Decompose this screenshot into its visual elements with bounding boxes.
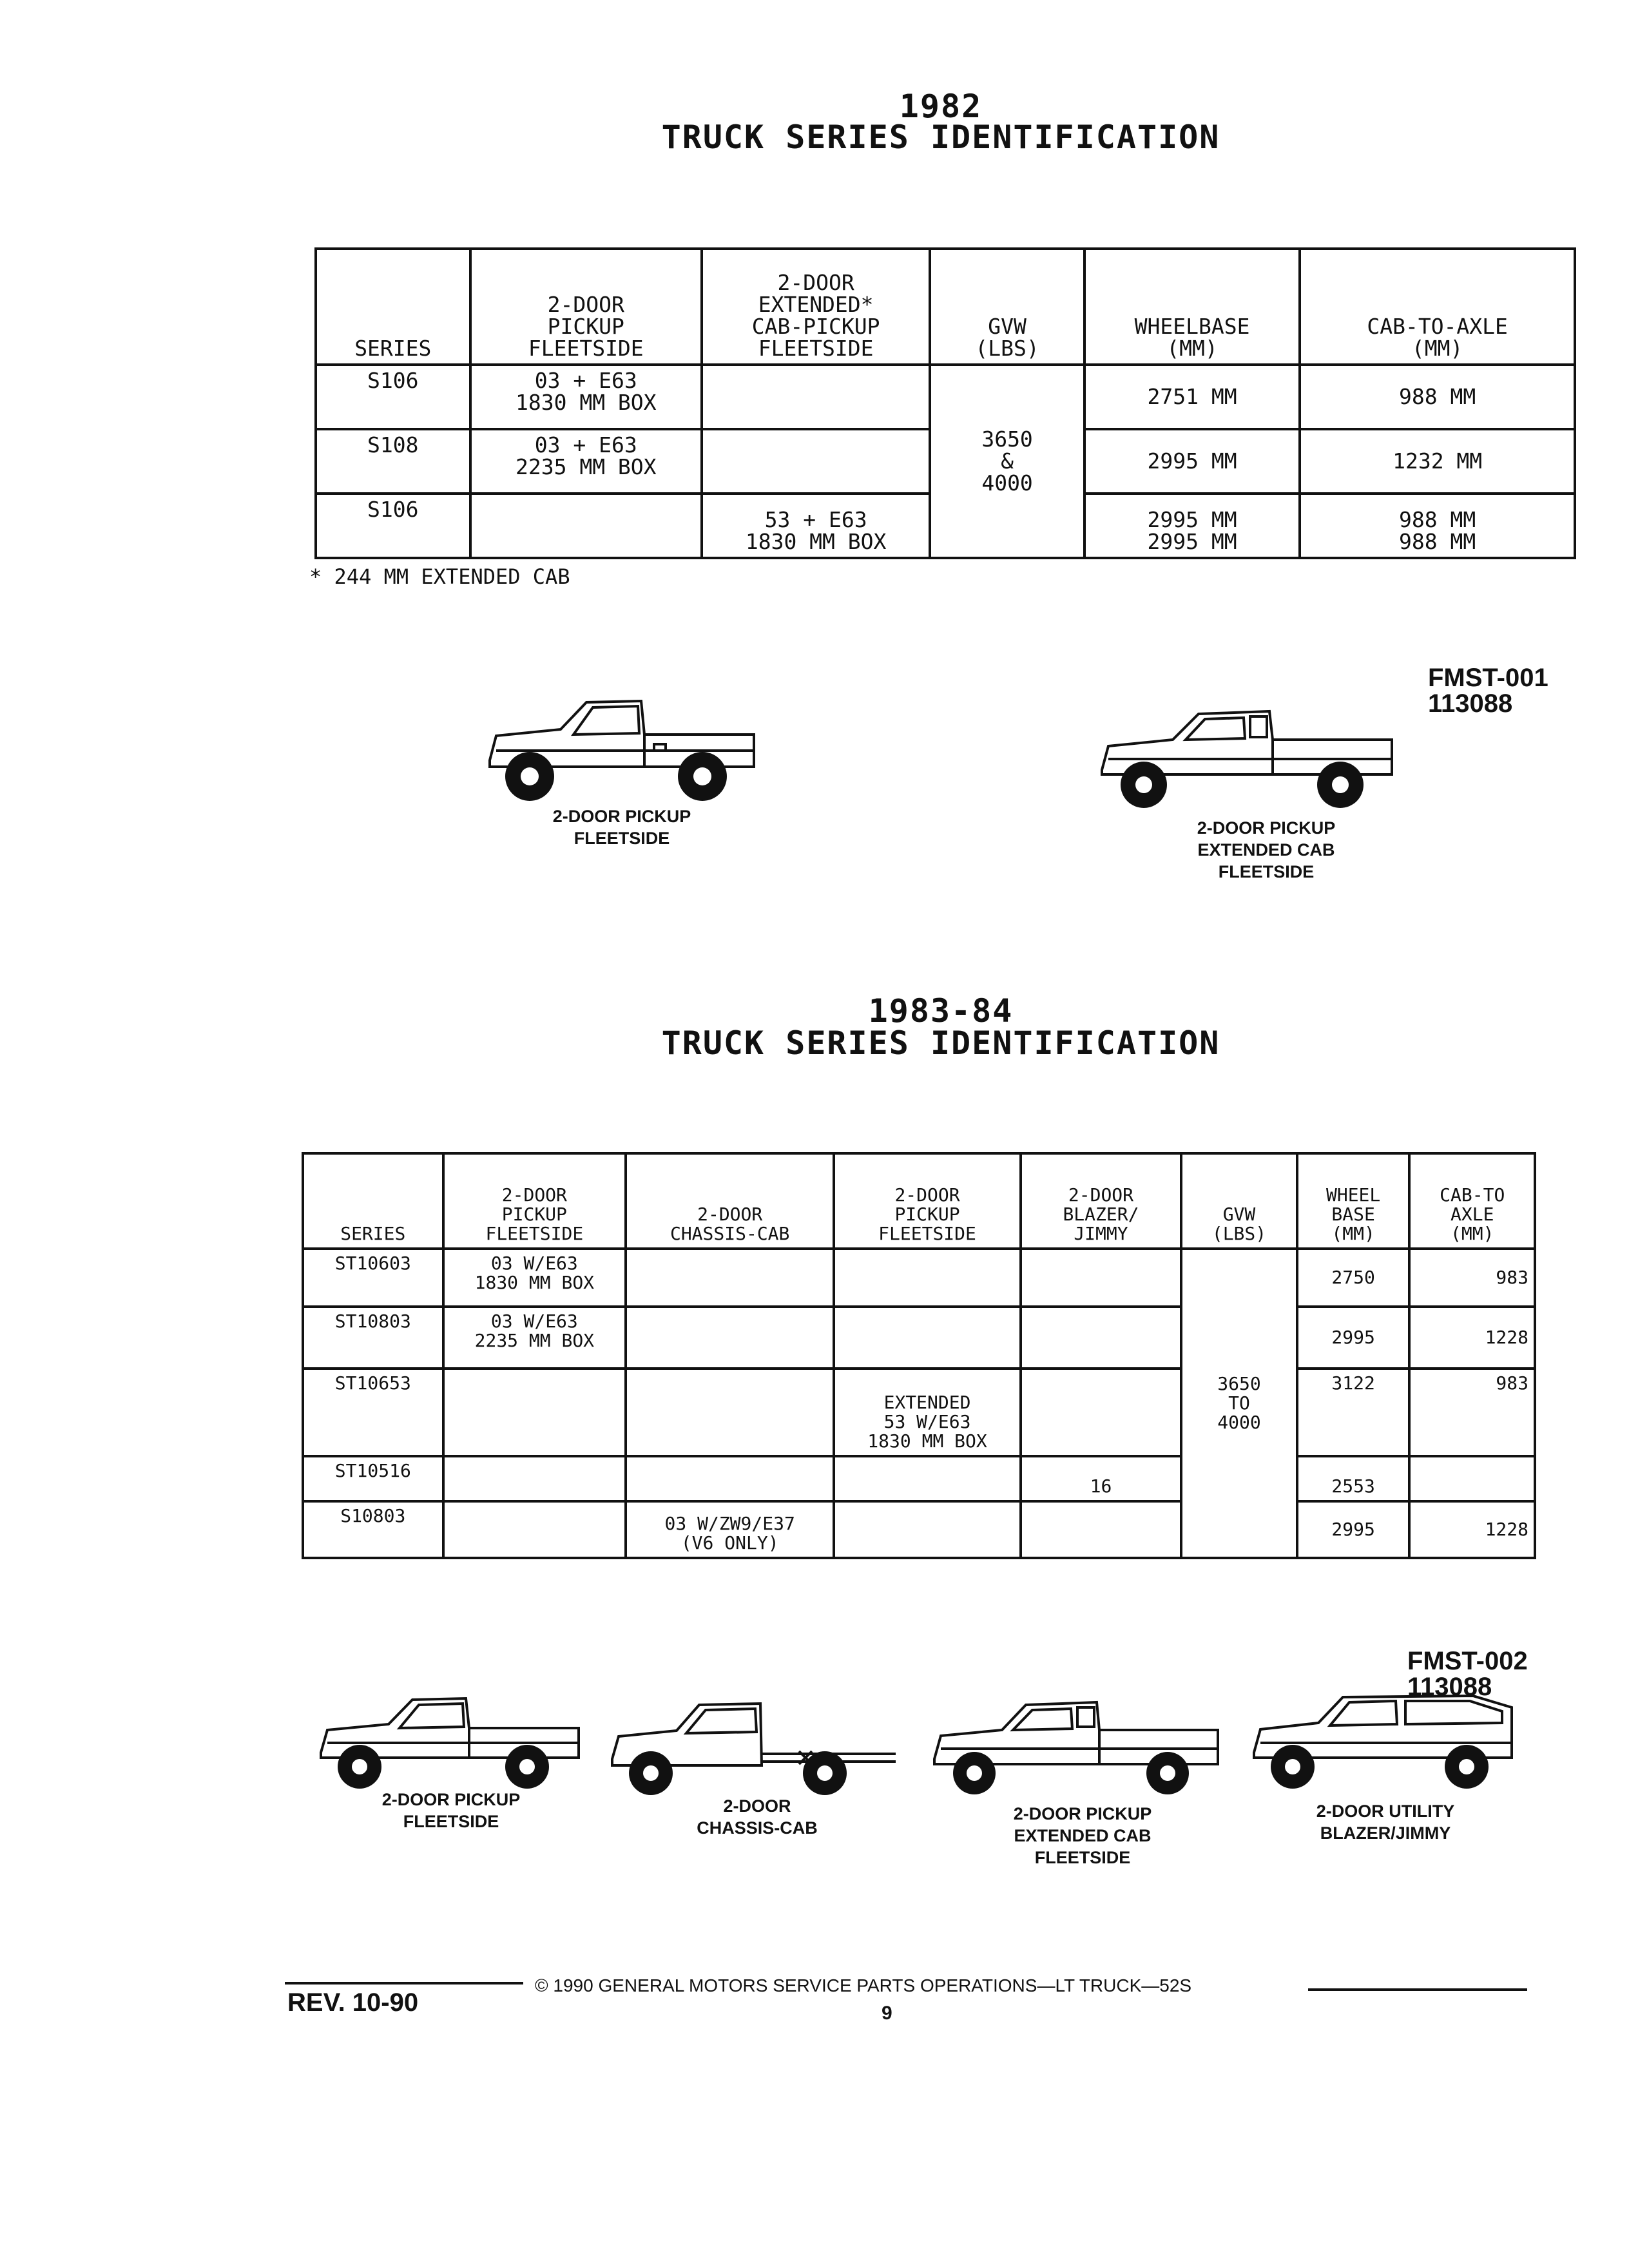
cell-extended: 53 + E63 1830 MM BOX (702, 494, 930, 558)
header-chassis-cab: 2-DOOR CHASSIS-CAB (626, 1153, 834, 1249)
year-1983-heading: 1983-84 (868, 992, 1014, 1030)
cell-series: S106 (316, 494, 470, 558)
header-series: SERIES (316, 249, 470, 365)
pickup-truck-drawing (314, 1688, 585, 1798)
header-wheelbase: WHEELBASE (MM) (1084, 249, 1300, 365)
cell-blazer (1021, 1501, 1181, 1558)
footer-rule-right (1308, 1988, 1527, 1991)
caption-utility-blazer: 2-DOOR UTILITY BLAZER/JIMMY (1316, 1802, 1455, 1843)
cell-gvw: 3650 TO 4000 (1181, 1249, 1297, 1558)
cell-blazer (1021, 1249, 1181, 1307)
cell-pickup (443, 1456, 626, 1501)
cell-blazer: 16 (1021, 1456, 1181, 1501)
copyright-text: © 1990 GENERAL MOTORS SERVICE PARTS OPERATIONS—LT TRUCK—52S (535, 1975, 1192, 1995)
header-gvw: GVW (LBS) (1181, 1153, 1297, 1249)
cell-series: ST10653 (303, 1369, 443, 1456)
header-pickup: 2-DOOR PICKUP FLEETSIDE (470, 249, 702, 365)
cell-wheelbase: 2751 MM (1084, 365, 1300, 429)
wheel-icon (953, 1752, 1189, 1794)
wheel-icon (1271, 1745, 1489, 1789)
cell-wheelbase: 2995 (1297, 1501, 1410, 1558)
table-1983 (302, 1152, 1536, 1559)
cell-series: ST10516 (303, 1456, 443, 1501)
footnote: * 244 MM EXTENDED CAB (309, 564, 570, 589)
cell-cab-axle: 1232 MM (1300, 429, 1575, 494)
cell-cab-axle: 988 MM (1300, 365, 1575, 429)
table-row (303, 1369, 1535, 1456)
title-1983-heading: TRUCK SERIES IDENTIFICATION (661, 1024, 1220, 1062)
caption-chassis-cab: 2-DOOR CHASSIS-CAB (697, 1796, 818, 1838)
cell-pickup (443, 1369, 626, 1456)
header-blazer: 2-DOOR BLAZER/ JIMMY (1021, 1153, 1181, 1249)
caption-pickup-1982: 2-DOOR PICKUP FLEETSIDE (552, 807, 691, 848)
table-row (303, 1456, 1535, 1501)
cell-wheelbase: 2750 (1297, 1249, 1410, 1307)
cell-cab-axle: 983 (1409, 1369, 1535, 1456)
cell-series: S10803 (303, 1501, 443, 1558)
cell-cab-axle: 1228 (1409, 1501, 1535, 1558)
table-1982-header-row (316, 249, 1575, 365)
cell-pickup (443, 1501, 626, 1558)
cell-chassis (626, 1249, 834, 1307)
pickup-truck-drawing (483, 689, 760, 812)
header-extended: 2-DOOR EXTENDED* CAB-PICKUP FLEETSIDE (702, 249, 930, 365)
chassis-cab-drawing (606, 1695, 902, 1804)
table-row (303, 1307, 1535, 1369)
cell-blazer (1021, 1369, 1181, 1456)
header-gvw: GVW (LBS) (930, 249, 1084, 365)
header-pickup: 2-DOOR PICKUP FLEETSIDE (443, 1153, 626, 1249)
cell-gvw: 3650 & 4000 (930, 365, 1084, 558)
cell-wheelbase: 2553 (1297, 1456, 1410, 1501)
cell-chassis (626, 1369, 834, 1456)
cell-extended (834, 1249, 1020, 1307)
caption-extended-cab-1982: 2-DOOR PICKUP EXTENDED CAB FLEETSIDE (1197, 818, 1336, 881)
cell-wheelbase: 2995 MM (1084, 429, 1300, 494)
cell-cab-axle (1409, 1456, 1535, 1501)
cell-series: S108 (316, 429, 470, 494)
table-row (303, 1249, 1535, 1307)
cell-pickup: 03 W/E63 2235 MM BOX (443, 1307, 626, 1369)
cell-cab-axle: 988 MM 988 MM (1300, 494, 1575, 558)
utility-blazer-drawing (1248, 1682, 1518, 1798)
caption-extended-cab-1983: 2-DOOR PICKUP EXTENDED CAB FLEETSIDE (1013, 1804, 1152, 1867)
cell-pickup: 03 W/E63 1830 MM BOX (443, 1249, 626, 1307)
cell-extended (702, 429, 930, 494)
cell-chassis (626, 1456, 834, 1501)
cell-pickup (470, 494, 702, 558)
wheel-icon (629, 1751, 847, 1795)
cell-extended (834, 1307, 1020, 1369)
header-extended-pickup: 2-DOOR PICKUP FLEETSIDE (834, 1153, 1020, 1249)
cell-wheelbase: 2995 MM 2995 MM (1084, 494, 1300, 558)
cell-wheelbase: 3122 (1297, 1369, 1410, 1456)
cell-series: S106 (316, 365, 470, 429)
wheel-icon (505, 752, 727, 801)
header-series: SERIES (303, 1153, 443, 1249)
cell-extended: EXTENDED 53 W/E63 1830 MM BOX (834, 1369, 1020, 1456)
revision-label: REV. 10-90 (287, 1988, 419, 2017)
cell-cab-axle: 983 (1409, 1249, 1535, 1307)
cell-wheelbase: 2995 (1297, 1307, 1410, 1369)
cell-extended (834, 1456, 1020, 1501)
extended-cab-truck-drawing (1095, 702, 1398, 818)
header-wheelbase: WHEEL BASE (MM) (1297, 1153, 1410, 1249)
header-cab-axle: CAB-TO AXLE (MM) (1409, 1153, 1535, 1249)
year-1982-heading: 1982 (899, 88, 983, 125)
caption-pickup-1983: 2-DOOR PICKUP FLEETSIDE (381, 1790, 521, 1831)
wheel-icon (1121, 762, 1364, 808)
table-row (303, 1501, 1535, 1558)
cell-chassis: 03 W/ZW9/E37 (V6 ONLY) (626, 1501, 834, 1558)
table-1982 (314, 247, 1576, 559)
cell-series: ST10803 (303, 1307, 443, 1369)
table-1983-header-row (303, 1153, 1535, 1249)
cell-chassis (626, 1307, 834, 1369)
extended-cab-truck-drawing (928, 1695, 1224, 1804)
cell-extended (834, 1501, 1020, 1558)
table-row (316, 365, 1575, 429)
footer-rule-left (285, 1982, 523, 1984)
cell-cab-axle: 1228 (1409, 1307, 1535, 1369)
cell-blazer (1021, 1307, 1181, 1369)
figure-code-2: FMST-002 113088 (1407, 1647, 1528, 1701)
cell-extended (702, 365, 930, 429)
figure-code-1: FMST-001 113088 (1428, 664, 1548, 718)
header-cab-axle: CAB-TO-AXLE (MM) (1300, 249, 1575, 365)
page-number: 9 (882, 2003, 892, 2024)
wheel-icon (338, 1745, 549, 1789)
cell-pickup: 03 + E63 1830 MM BOX (470, 365, 702, 429)
title-1982-heading: TRUCK SERIES IDENTIFICATION (661, 119, 1220, 156)
cell-pickup: 03 + E63 2235 MM BOX (470, 429, 702, 494)
cell-series: ST10603 (303, 1249, 443, 1307)
